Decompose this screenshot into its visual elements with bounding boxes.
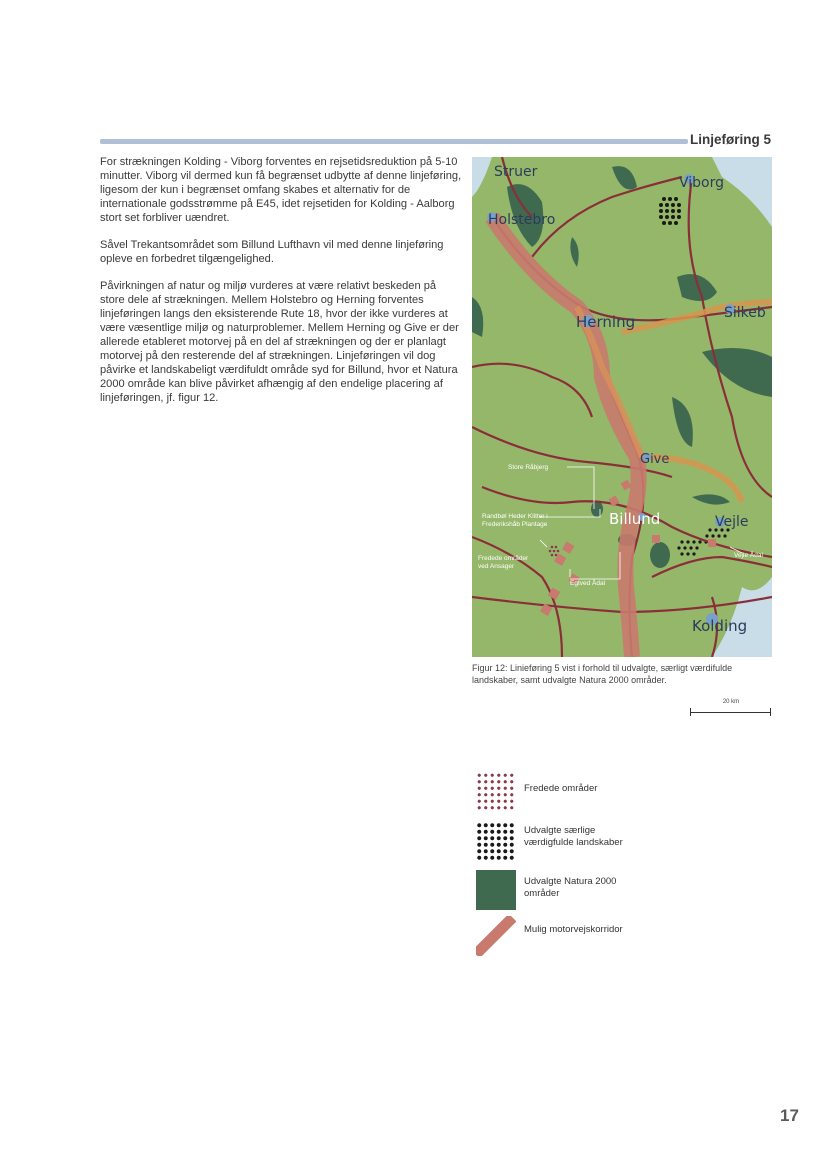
legend-item-landscape [476, 822, 676, 862]
legend-label: Udvalgte særlige værdigfulde landskaber [524, 825, 623, 848]
area-label-store-rabjerg: Store Råbjerg [508, 464, 549, 471]
paragraph-3: Påvirkningen af natur og miljø vurderes at være relativt beskeden på store dele af strækningen. Mellem Holstebro og Herning forventes linjeføringen langs den eksisterende Rute 18, hvor der ikke vurderes at være væsentlige miljø og naturproblemer. Mellem Herning og Give er der allerede etableret motorvej på en del af strækningen og der er planlagt motorvej på den resterende del af strækningen. Linjeføringen vil dog påvirke et landskabeligt værdifuldt område syd for Billund, hvor et Natura 2000 område kan blive påvirket afhængig af den endelige placering af linjeføringen, jf. figur 12. [100, 280, 459, 404]
map-label-holstebro: Holstebro [488, 212, 556, 228]
map-label-kolding: Kolding [692, 617, 748, 635]
corridor-swatch-icon [476, 916, 516, 956]
map-label-billund: Billund [609, 510, 661, 528]
map-label-viborg: Viborg [679, 175, 725, 191]
legend-label: Fredede områder [524, 783, 598, 794]
area-label-ansager: Fredede områder ved Ansager [478, 555, 529, 570]
legend-item-protected [476, 772, 676, 812]
map-label-herning: Herning [576, 313, 636, 331]
scale-bar [690, 699, 772, 721]
map-label-silkeborg: Silkeb [724, 305, 766, 321]
map-label-vejle: Vejle [715, 514, 749, 530]
legend-item-natura [476, 870, 676, 910]
area-label-ansager-wrap [478, 555, 540, 577]
scale-line [690, 712, 770, 713]
paragraph-2: Såvel Trekantsområdet som Billund Lufthavn vil med denne linjeføring opleve en forbedret tilgængelighed. [100, 239, 444, 265]
header-rule [100, 139, 688, 144]
page-number: 17 [780, 1106, 799, 1125]
area-label-randbol: Randbøl Heder Klitter i Frederikshåb Plantage [482, 513, 548, 528]
area-label-vejle-adal: Vejle Ådal [734, 552, 763, 559]
body-text [100, 155, 462, 418]
area-label-egtved: Egtved Ådal [570, 580, 606, 587]
map-label-give: Give [640, 452, 670, 467]
green-square-swatch-icon [476, 870, 516, 910]
legend-label: Mulig motorvejskorridor [524, 924, 623, 935]
figure-caption: Figur 12: Linieføring 5 vist i forhold til udvalgte, særligt værdifulde landskaber, samt udvalgte Natura 2000 områder. [472, 663, 733, 685]
legend-label: Udvalgte Natura 2000 områder [524, 876, 617, 899]
scale-label: 20 km [722, 699, 740, 705]
legend-item-corridor [476, 916, 676, 956]
scale-tick-right [770, 708, 771, 716]
scale-tick-left [690, 708, 691, 716]
corridor-map [472, 157, 772, 657]
map-label-struer: Struer [494, 164, 538, 180]
section-title: Linjeføring 5 [690, 132, 771, 147]
paragraph-1: For strækningen Kolding - Viborg forventes en rejsetidsreduktion på 5-10 minutter. Viborg vil dermed kun få begrænset udbytte af denne linjeføring, ligesom der kun i begrænset omfang skabes et alternativ for de internationale godsstrømme på E45, idet rejsetiden for Kolding - Aalborg stort set forbliver uændret. [100, 156, 462, 224]
map-svg [472, 157, 772, 657]
area-label-randbol-wrap [482, 513, 557, 545]
red-dots-swatch-icon [476, 772, 516, 812]
black-dots-swatch-icon [476, 822, 516, 862]
